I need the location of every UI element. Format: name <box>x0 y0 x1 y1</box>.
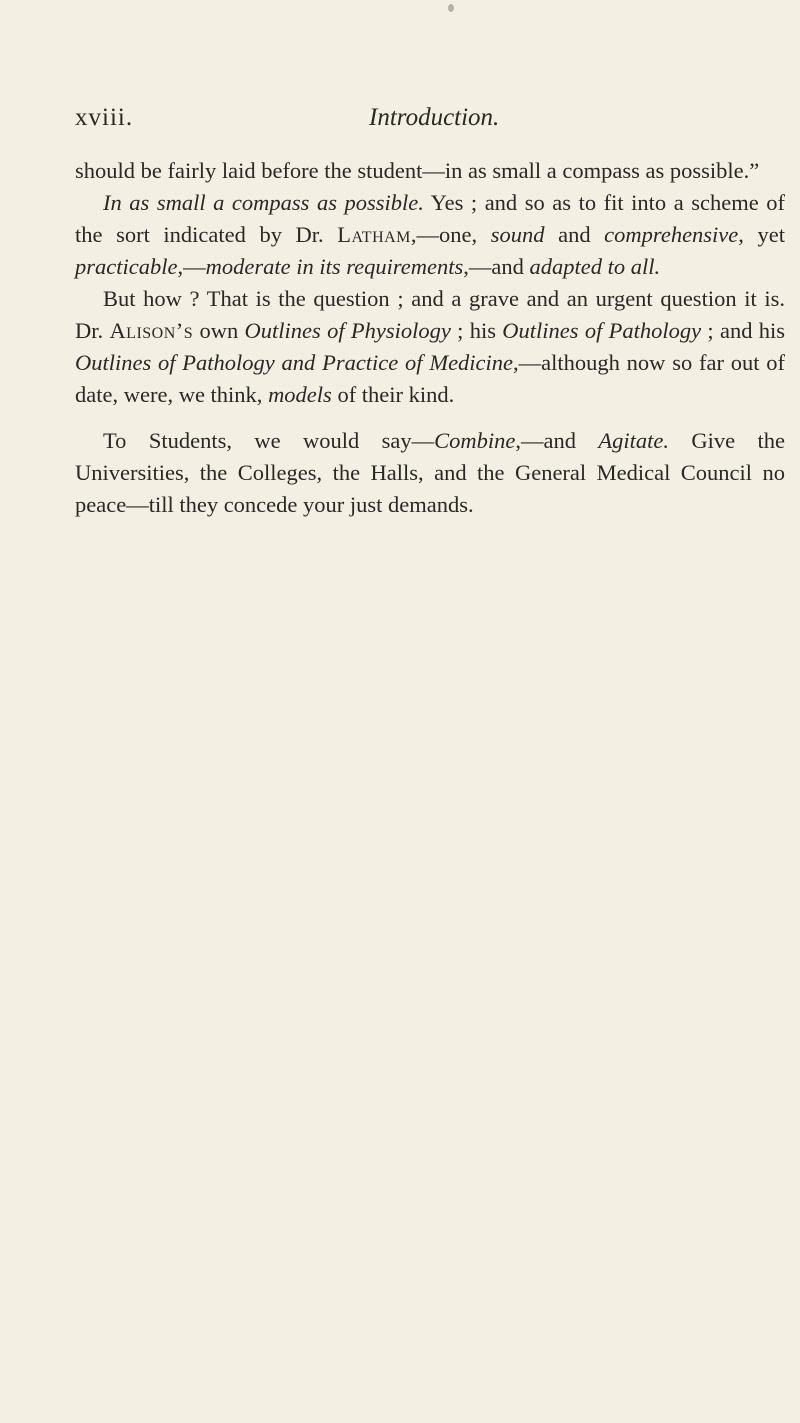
italic-text: comprehensive <box>604 222 739 247</box>
paragraph <box>75 155 785 187</box>
italic-text: practicable <box>75 254 178 279</box>
paragraph <box>75 425 785 521</box>
italic-text: sound <box>490 222 545 247</box>
italic-text: adapted to all. <box>529 254 661 279</box>
text-run: To Students, we would say— <box>103 428 435 453</box>
italic-text: models <box>268 382 332 407</box>
italic-text: Agitate. <box>598 428 669 453</box>
italic-text: In as small a compass as possible. <box>103 190 424 215</box>
text-run: ,—although now so far out of date, were, we think, <box>75 350 785 407</box>
small-caps-name: Latham <box>337 222 411 247</box>
text-run: Yes ; and so as to fit into a scheme of the sort indicated by Dr. <box>75 190 785 247</box>
page-number: xviii. <box>75 104 134 131</box>
paragraph <box>75 187 785 283</box>
small-caps-name: Alison’s <box>109 318 194 343</box>
text-run: and <box>544 222 605 247</box>
italic-text: Outlines of Pathology and Practice of Medicine <box>75 350 514 375</box>
text-run: ,—and <box>515 428 599 453</box>
text-run: ,—one, <box>410 222 491 247</box>
ink-mark <box>448 4 454 12</box>
italic-text: Outlines of Pathology <box>502 318 702 343</box>
text-run: ,— <box>177 254 206 279</box>
text-run: ; and his <box>701 318 786 343</box>
italic-text: Outlines of Physiology <box>244 318 451 343</box>
paragraph <box>75 283 785 411</box>
text-run: ,—and <box>463 254 530 279</box>
text-run: But how ? That is the question ; and a grave and an urgent question it is. Dr. <box>75 286 785 343</box>
running-head-title: Introduction. <box>369 104 500 131</box>
text-run: ; his <box>450 318 503 343</box>
text-run: own <box>193 318 245 343</box>
text-run: , yet <box>738 222 785 247</box>
body-text <box>75 155 785 521</box>
text-run: Give the Universities, the Colleges, the Halls, and the General Medical Council no peace—till they concede your just demands. <box>75 428 785 517</box>
text-run: should be fairly laid before the student—in as small a compass as possible.” <box>75 158 760 183</box>
italic-text: moderate in its requirements <box>205 254 464 279</box>
running-head <box>75 104 725 144</box>
text-run: of their kind. <box>331 382 455 407</box>
italic-text: Combine <box>434 428 516 453</box>
